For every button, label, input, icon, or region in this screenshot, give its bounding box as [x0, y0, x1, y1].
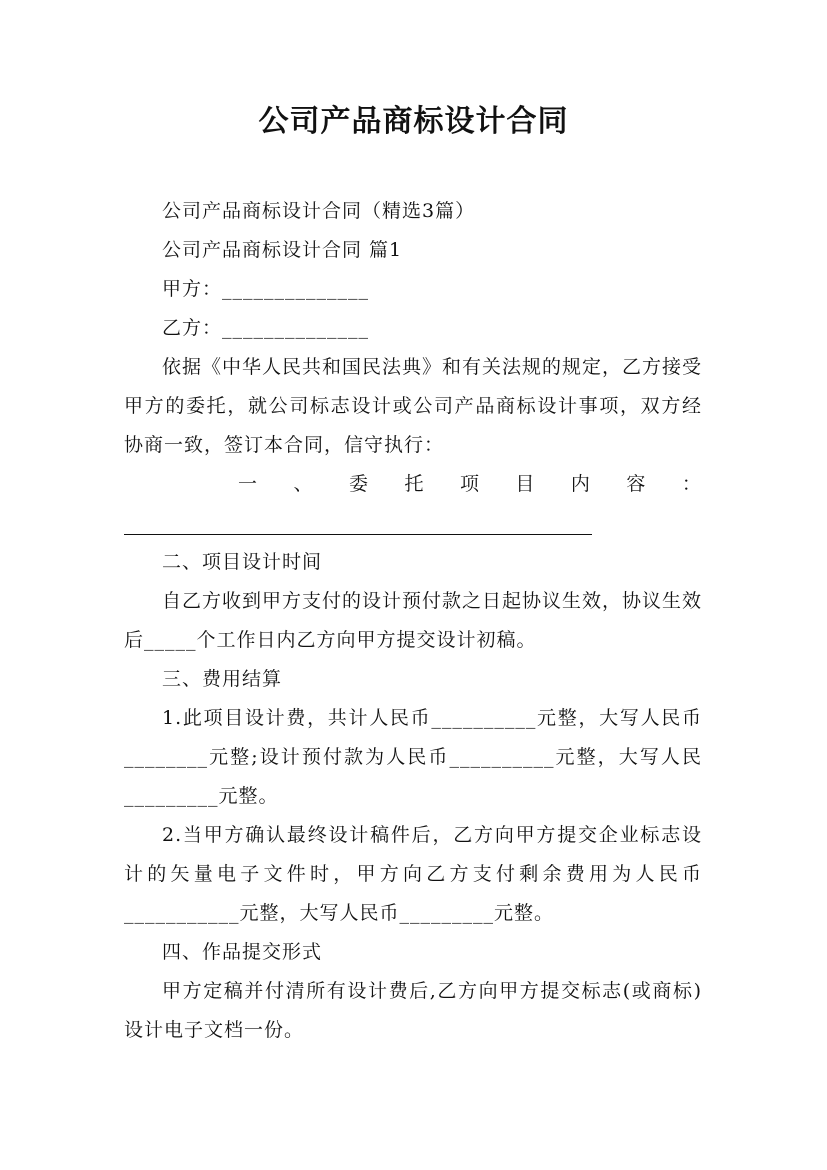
section1-char: 一 [238, 473, 259, 495]
section1-char: 、 [293, 473, 314, 495]
section2-paragraph: 自乙方收到甲方支付的设计预付款之日起协议生效，协议生效后_____个工作日内乙方向甲方提交设计初稿。 [124, 590, 703, 651]
section1-char: 内 [570, 473, 591, 495]
section3-item-2: 2.当甲方确认最终设计稿件后，乙方向甲方提交企业标志设计的矢量电子文件时，甲方向乙方支付剩余费用为人民币___________元整，大写人民币_________元整。 [124, 824, 702, 924]
section4-heading: 四、作品提交形式 [162, 941, 323, 963]
document-title: 公司产品商标设计合同 [258, 104, 569, 139]
section3-item-1: 1.此项目设计费，共计人民币__________元整，大写人民币________元整;设计预付款为人民币__________元整，大写人民_________元整。 [124, 707, 702, 807]
intro-paragraph: 依据《中华人民共和国民法典》和有关法规的规定，乙方接受甲方的委托，就公司标志设计或公司产品商标设计事项，双方经协商一致，签订本合同，信守执行： [124, 356, 703, 456]
section1-char: 项 [459, 473, 480, 495]
section1-char: 容 [626, 473, 647, 495]
section1-char: ： [681, 473, 702, 495]
section1-blank-line [124, 504, 702, 543]
subtitle: 公司产品商标设计合同（精选3篇） [162, 200, 476, 222]
section1-char: 委 [348, 473, 369, 495]
section2-heading: 二、项目设计时间 [162, 551, 323, 573]
document-body [124, 192, 702, 1050]
party-a-line: 甲方：______________ [162, 278, 370, 300]
section1-heading [124, 465, 702, 504]
section3-heading: 三、费用结算 [162, 668, 283, 690]
part-heading: 公司产品商标设计合同 篇1 [162, 239, 403, 261]
party-b-line: 乙方：______________ [162, 317, 370, 339]
section1-char: 托 [404, 473, 425, 495]
section1-char: 目 [515, 473, 536, 495]
section4-paragraph: 甲方定稿并付清所有设计费后,乙方向甲方提交标志(或商标)设计电子文档一份。 [124, 980, 702, 1041]
